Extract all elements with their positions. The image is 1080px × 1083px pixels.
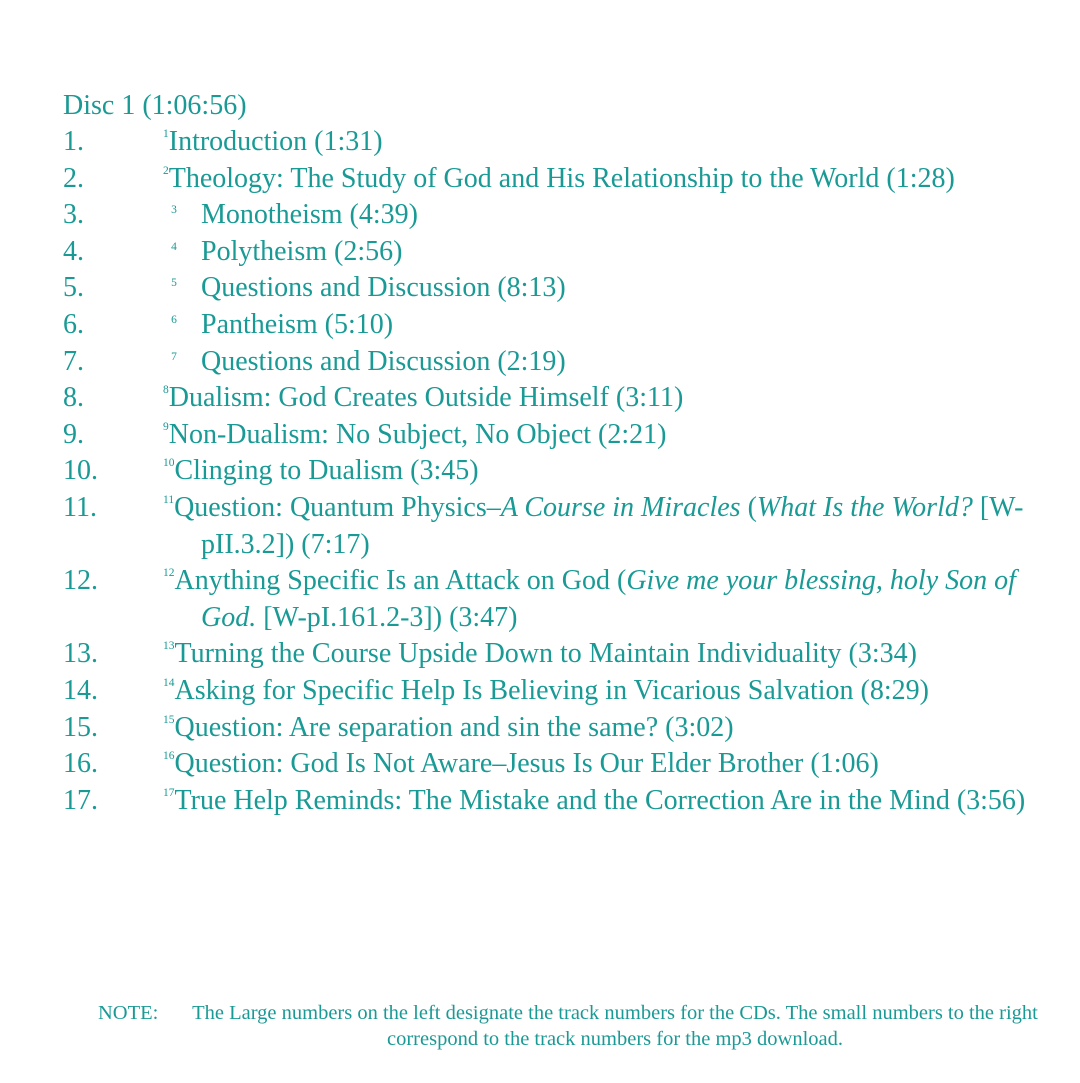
cd-track-number: 2. [63, 162, 84, 194]
track-title [201, 309, 393, 340]
track-row [0, 161, 1080, 198]
track-row [0, 417, 1080, 454]
track-list [0, 124, 1080, 819]
track-body [163, 124, 1056, 161]
track-title [175, 748, 879, 779]
mp3-track-number: 13 [163, 640, 175, 653]
cd-track-number: 17. [63, 784, 98, 816]
track-title-segment: Question: Quantum Physics– [174, 491, 501, 523]
track-title-segment: Anything Specific Is an Attack on God ( [174, 565, 627, 597]
note-label: NOTE: [98, 1002, 159, 1024]
track-row [0, 563, 1080, 636]
cd-track-number: 16. [63, 748, 98, 780]
track-title-segment: ( [740, 491, 757, 523]
track-body [163, 746, 1056, 783]
track-title-segment: Theology: The Study of God and His Relationship to the World (1:28) [168, 162, 955, 194]
track-title-segment: [W-pI.161.2-3]) (3:47) [256, 601, 518, 633]
track-body: $^4$ Polytheism (2:56) [171, 235, 403, 267]
track-title-segment: Dualism: God Creates Outside Himself (3:11) [168, 382, 684, 414]
cd-track-number: 10. [63, 455, 98, 487]
track-body [163, 710, 1056, 747]
track-title [174, 492, 1023, 560]
cd-track-number: 14. [63, 674, 98, 706]
track-row [0, 453, 1080, 490]
track-title [169, 382, 684, 413]
cd-track-number: 4. [63, 235, 84, 267]
track-title-segment: Questions and Discussion (2:19) [201, 345, 566, 377]
track-title [201, 199, 418, 230]
track-title-italic-segment: A Course in Miracles [500, 491, 741, 523]
disc-heading: Disc 1 (1:06:56) [63, 90, 247, 121]
track-row [0, 490, 1080, 563]
track-body [163, 490, 1056, 563]
track-row [0, 197, 1080, 234]
track-title-italic-segment: Give me your blessing, holy Son of God. [201, 565, 1016, 633]
cd-track-number: 15. [63, 711, 98, 743]
track-title-segment: Polytheism (2:56) [201, 235, 403, 267]
track-title [175, 785, 1026, 816]
mp3-track-number: 11 [163, 493, 175, 506]
track-body [163, 673, 1056, 710]
track-title [169, 126, 383, 157]
mp3-track-number: 15 [163, 713, 175, 726]
cd-track-number: 7. [63, 345, 84, 377]
track-title [175, 565, 1016, 633]
track-body [163, 161, 1056, 198]
track-row [0, 307, 1080, 344]
track-title [201, 346, 566, 377]
cd-track-number: 3. [63, 199, 84, 231]
cd-track-number: 9. [63, 418, 84, 450]
track-body: $^3$ Monotheism (4:39) [171, 199, 418, 231]
track-row [0, 124, 1080, 161]
track-title [201, 272, 566, 303]
track-title-segment: Monotheism (4:39) [201, 199, 418, 231]
mp3-track-number: 14 [163, 676, 175, 689]
track-body [163, 380, 1056, 417]
track-row [0, 783, 1080, 820]
track-title [175, 455, 479, 486]
track-row [0, 344, 1080, 381]
track-title-segment: Questions and Discussion (8:13) [201, 272, 566, 304]
track-body [163, 636, 1056, 673]
track-body [163, 563, 1056, 636]
note [98, 1000, 1058, 1052]
mp3-track-number: 8 [163, 384, 169, 397]
track-row [0, 746, 1080, 783]
mp3-track-number: 2 [163, 164, 169, 177]
mp3-track-number: 1 [163, 128, 169, 140]
track-title [175, 675, 929, 706]
track-title-segment: Non-Dualism: No Subject, No Object (2:21) [168, 418, 667, 450]
cd-track-number: 8. [63, 382, 84, 414]
track-title-segment: Question: God Is Not Aware–Jesus Is Our Elder Brother (1:06) [174, 748, 879, 780]
track-title-segment: True Help Reminds: The Mistake and the Correction Are in the Mind (3:56) [174, 784, 1026, 816]
track-body: $^7$ Questions and Discussion (2:19) [171, 345, 566, 377]
cd-track-number: 6. [63, 308, 84, 340]
track-body [163, 453, 1056, 490]
cd-track-number: 5. [63, 272, 84, 304]
track-body: $^5$ Questions and Discussion (8:13) [171, 272, 566, 304]
track-title-segment: Turning the Course Upside Down to Maintain Individuality (3:34) [174, 638, 917, 670]
track-title-segment: Clinging to Dualism (3:45) [174, 455, 479, 487]
track-row [0, 673, 1080, 710]
track-title-segment: Asking for Specific Help Is Believing in Vicarious Salvation (8:29) [174, 674, 929, 706]
track-title [169, 163, 955, 194]
track-title-italic-segment: What Is the World? [756, 491, 973, 523]
cd-track-number: 1. [63, 126, 84, 157]
cd-track-number: 13. [63, 638, 98, 670]
track-body [163, 417, 1056, 454]
track-title-segment: Question: Are separation and sin the same? (3:02) [174, 711, 734, 743]
track-row [0, 234, 1080, 271]
track-row [0, 270, 1080, 307]
mp3-track-number: 16 [163, 750, 175, 763]
mp3-track-number: 12 [163, 567, 175, 580]
track-title-segment: Introduction (1:31) [168, 126, 383, 157]
cd-track-number: 12. [63, 565, 98, 597]
track-title [169, 419, 667, 450]
track-body [163, 783, 1056, 820]
track-body: $^6$ Pantheism (5:10) [171, 308, 394, 340]
track-row [0, 710, 1080, 747]
track-title [175, 638, 917, 669]
cd-track-number: 11. [63, 491, 97, 523]
track-row [0, 636, 1080, 673]
mp3-track-number: 10 [163, 457, 175, 470]
track-title [175, 712, 734, 743]
note-text: The Large numbers on the left designate the track numbers for the CDs. The small numbers to the right correspond to the track numbers for the mp3 download. [192, 1002, 1038, 1050]
mp3-track-number: 9 [163, 420, 169, 433]
mp3-track-number: 17 [163, 786, 175, 799]
track-title-segment: Pantheism (5:10) [201, 308, 394, 340]
track-title [201, 236, 402, 267]
track-row [0, 380, 1080, 417]
track-title-segment: [W-pII.3.2]) (7:17) [201, 491, 1024, 560]
